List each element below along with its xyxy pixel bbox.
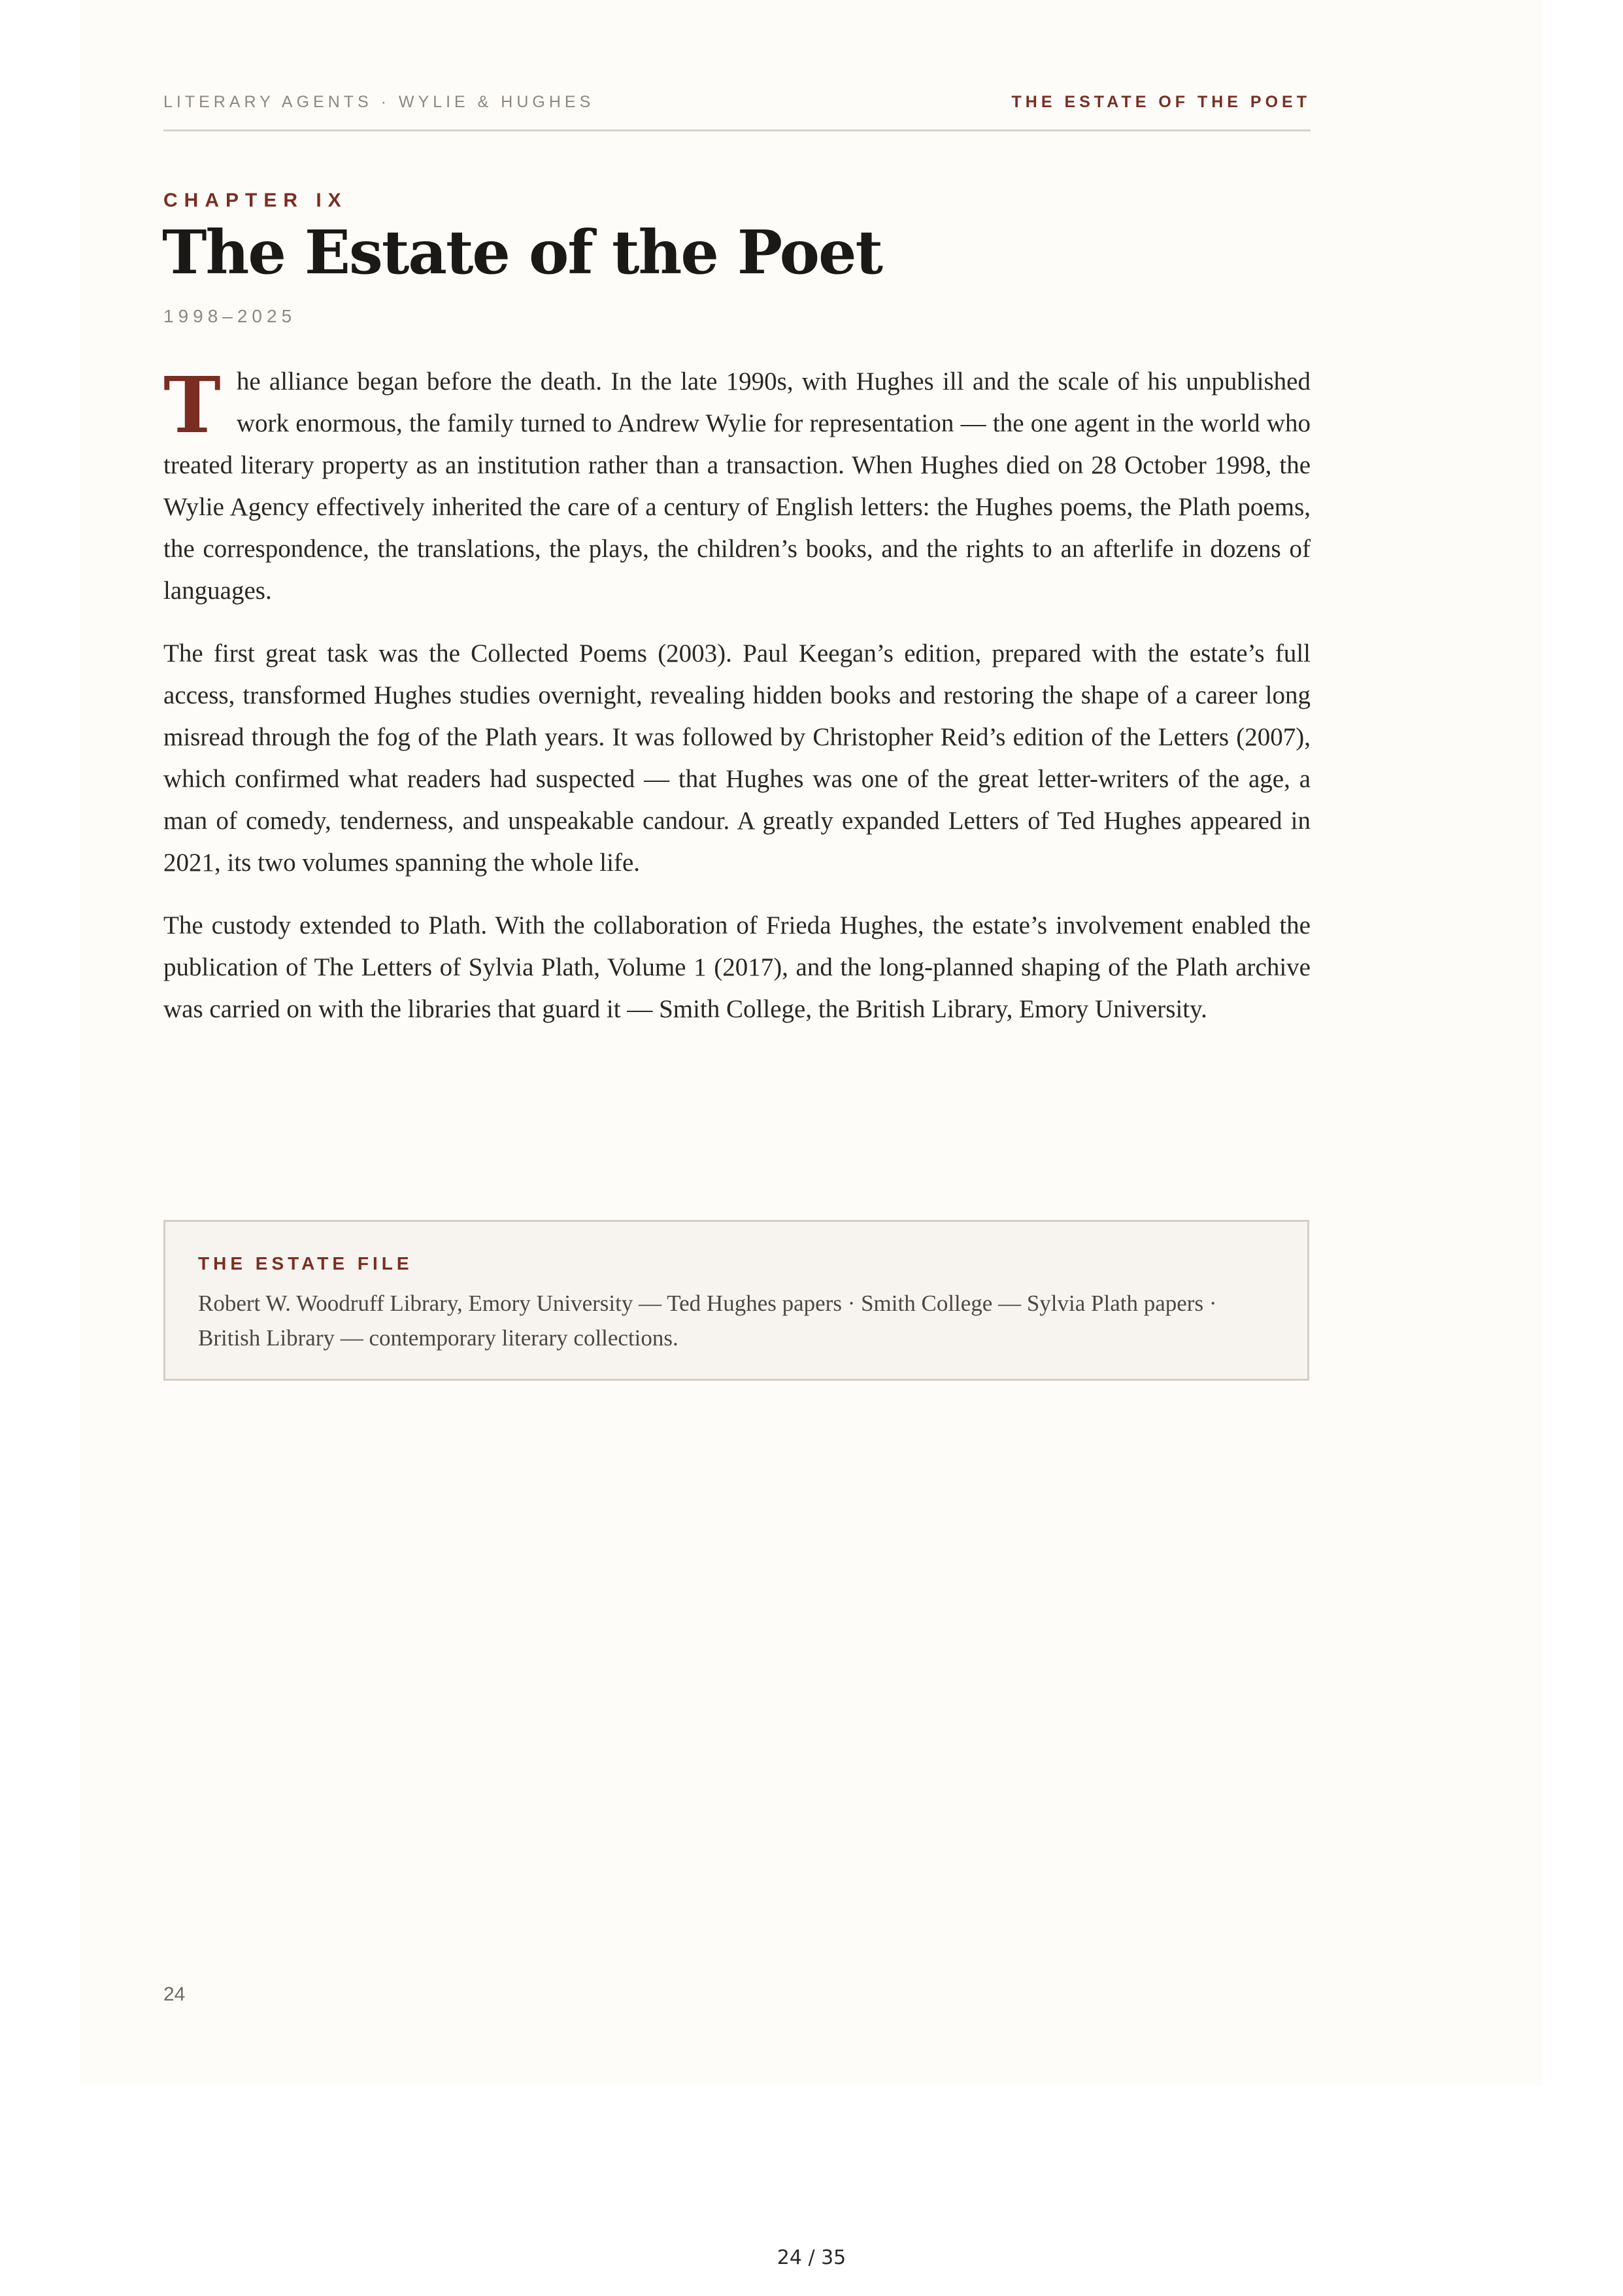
paragraph-1-text: he alliance began before the death. In the late 1990s, with Hughes ill and the scale of his unpublished work enormous, the family turned to Andrew Wylie for representation — the one agent in the world who treated literary property as an institution rather than a transaction. When Hughes died on 28 October 1998, the Wylie Agency effectively inherited the care of a century of English letters: the Hughes poems, the Plath poems, the correspondence, the translations, the plays, the children’s books, and the rights to an afterlife in dozens of languages. [163,367,1311,605]
paragraph-3: The custody extended to Plath. With the collaboration of Frieda Hughes, the estate’s involvement enabled the publication of The Letters of Sylvia Plath, Volume 1 (2017), and the long-planned shaping of the Plath archive was carried on with the libraries that guard it — Smith College, the British Library, Emory University. [163,911,1311,1023]
estate-file-title: THE ESTATE FILE [198,1253,413,1274]
chapter-label: CHAPTER IX [163,190,348,211]
running-header-left: LITERARY AGENTS · WYLIE & HUGHES [163,93,595,111]
estate-file-box [163,1220,1309,1381]
chapter-title: The Estate of the Poet [162,217,882,288]
paragraph-1 [163,361,1311,612]
page-number: 24 [163,1984,186,2005]
chapter-years: 1998–2025 [163,306,297,326]
viewer-page-counter: 24 / 35 [777,2246,846,2269]
body-text [163,361,1311,1051]
drop-cap: T [163,360,221,450]
estate-file-text: Robert W. Woodruff Library, Emory University — Ted Hughes papers · Smith College — Sylvia Plath papers · British Library — contemporary literary collections. [198,1291,1217,1351]
running-header [163,92,1311,131]
paragraph-2: The first great task was the Collected Poems (2003). Paul Keegan’s edition, prepared with the estate’s full access, transformed Hughes studies overnight, revealing hidden books and restoring the shape of a career long misread through the fog of the Plath years. It was followed by Christopher Reid’s edition of the Letters (2007), which confirmed what readers had suspected — that Hughes was one of the great letter-writers of the age, a man of comedy, tenderness, and unspeakable candour. A greatly expanded Letters of Ted Hughes appeared in 2021, its two volumes spanning the whole life. [163,639,1311,877]
running-header-right: THE ESTATE OF THE POET [1011,93,1311,111]
